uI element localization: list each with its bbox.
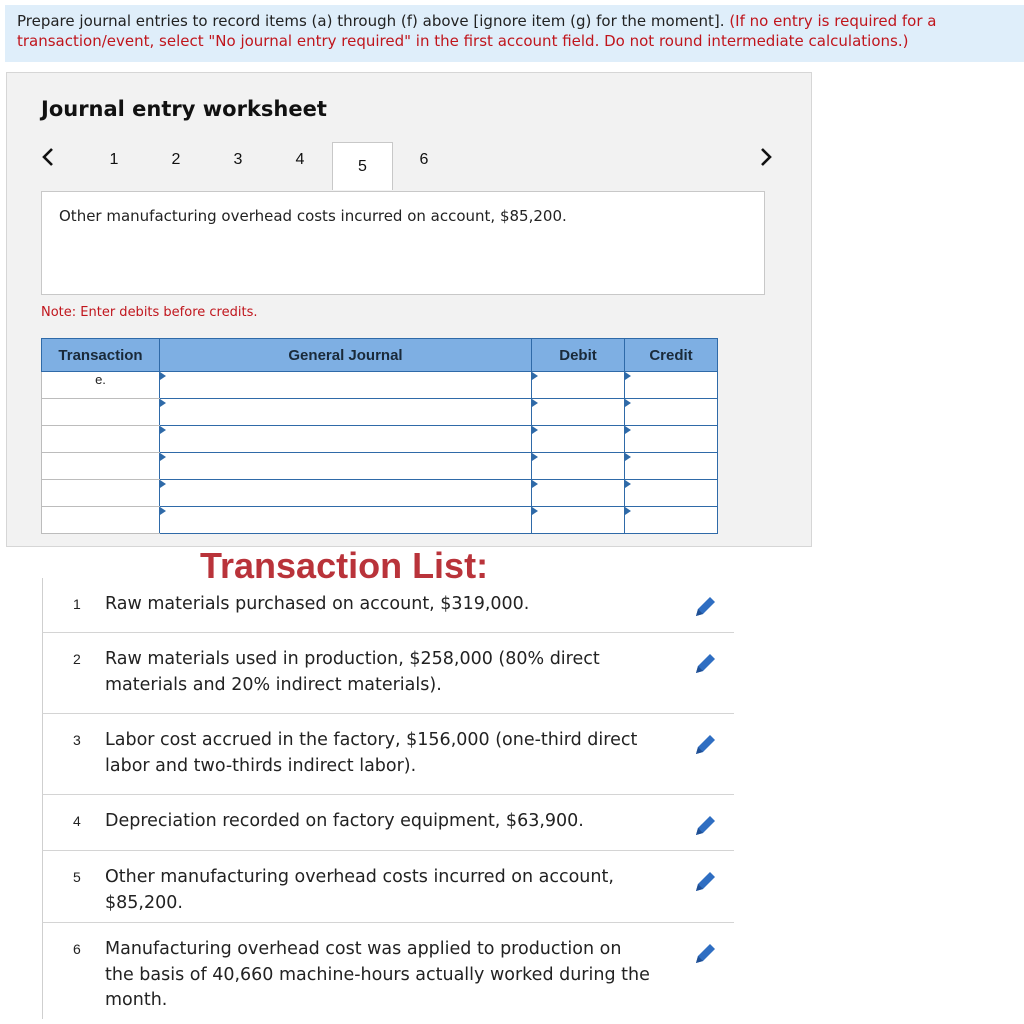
transaction-cell	[42, 426, 160, 453]
debit-input[interactable]	[532, 453, 625, 480]
credit-input[interactable]	[625, 426, 718, 453]
transaction-list	[42, 578, 734, 1019]
debit-credit-note: Note: Enter debits before credits.	[41, 305, 258, 320]
table-row	[42, 426, 718, 453]
worksheet-pager	[7, 143, 813, 193]
instructions-banner	[5, 5, 1024, 62]
list-item-number: 1	[73, 596, 81, 612]
credit-input[interactable]	[625, 480, 718, 507]
pencil-icon[interactable]	[692, 732, 718, 758]
list-item	[42, 578, 734, 633]
header-transaction: Transaction	[42, 339, 160, 372]
pencil-icon[interactable]	[692, 813, 718, 839]
account-input[interactable]	[160, 507, 532, 534]
page-tab-2[interactable]: 2	[171, 151, 181, 168]
table-row	[42, 480, 718, 507]
journal-header-row	[42, 339, 718, 372]
account-input[interactable]	[160, 399, 532, 426]
header-credit: Credit	[625, 339, 718, 372]
list-item-number: 5	[73, 869, 81, 885]
list-item	[42, 714, 734, 795]
transaction-description: Other manufacturing overhead costs incurred on account, $85,200.	[41, 191, 765, 295]
credit-input[interactable]	[625, 507, 718, 534]
list-item	[42, 923, 734, 1019]
credit-input[interactable]	[625, 372, 718, 399]
debit-input[interactable]	[532, 507, 625, 534]
instructions-note: (If no entry is required for a transaction/event, select "No journal entry required" in the first account field. Do not round intermediate calculations.)	[17, 12, 937, 50]
pencil-icon[interactable]	[692, 651, 718, 677]
list-item-text: Depreciation recorded on factory equipment, $63,900.	[105, 811, 584, 831]
account-input[interactable]	[160, 426, 532, 453]
list-item-number: 4	[73, 813, 81, 829]
journal-worksheet	[6, 72, 812, 547]
table-row	[42, 399, 718, 426]
page-tab-3[interactable]: 3	[233, 151, 243, 168]
list-item-number: 6	[73, 941, 81, 957]
account-input[interactable]	[160, 453, 532, 480]
list-item-text: Labor cost accrued in the factory, $156,000 (one-third direct labor and two-thirds indirect labor).	[105, 730, 638, 776]
transaction-cell	[42, 507, 160, 534]
transaction-cell	[42, 399, 160, 426]
page-tab-5-active[interactable]: 5	[332, 142, 393, 190]
credit-input[interactable]	[625, 399, 718, 426]
account-input[interactable]	[160, 480, 532, 507]
table-row	[42, 507, 718, 534]
transaction-cell: e.	[42, 372, 160, 399]
header-general-journal: General Journal	[160, 339, 532, 372]
list-item-number: 3	[73, 732, 81, 748]
list-item-text: Other manufacturing overhead costs incurred on account, $85,200.	[105, 867, 614, 913]
list-item	[42, 851, 734, 923]
pencil-icon[interactable]	[692, 594, 718, 620]
header-debit: Debit	[532, 339, 625, 372]
credit-input[interactable]	[625, 453, 718, 480]
list-item-text: Raw materials used in production, $258,000 (80% direct materials and 20% indirect materials).	[105, 649, 600, 695]
page-tab-6[interactable]: 6	[419, 151, 429, 168]
list-item-text: Raw materials purchased on account, $319,000.	[105, 594, 530, 614]
pencil-icon[interactable]	[692, 869, 718, 895]
account-input[interactable]	[160, 372, 532, 399]
debit-input[interactable]	[532, 399, 625, 426]
list-item	[42, 633, 734, 714]
table-row	[42, 453, 718, 480]
transaction-list-title: Transaction List:	[200, 545, 489, 586]
page-tab-4[interactable]: 4	[295, 151, 305, 168]
transaction-cell	[42, 453, 160, 480]
worksheet-title: Journal entry worksheet	[41, 97, 327, 121]
chevron-right-icon[interactable]	[759, 147, 773, 173]
debit-input[interactable]	[532, 372, 625, 399]
debit-input[interactable]	[532, 480, 625, 507]
pencil-icon[interactable]	[692, 941, 718, 967]
list-item-text: Manufacturing overhead cost was applied to production on the basis of 40,660 machine-hours actually worked during the month.	[105, 939, 650, 1010]
list-item	[42, 795, 734, 851]
transaction-cell	[42, 480, 160, 507]
page-tab-1[interactable]: 1	[109, 151, 119, 168]
table-row	[42, 372, 718, 399]
instructions-text: Prepare journal entries to record items (a) through (f) above [ignore item (g) for the moment].	[17, 12, 730, 30]
list-item-number: 2	[73, 651, 81, 667]
general-journal-table	[41, 338, 718, 534]
debit-input[interactable]	[532, 426, 625, 453]
chevron-left-icon[interactable]	[41, 147, 55, 173]
